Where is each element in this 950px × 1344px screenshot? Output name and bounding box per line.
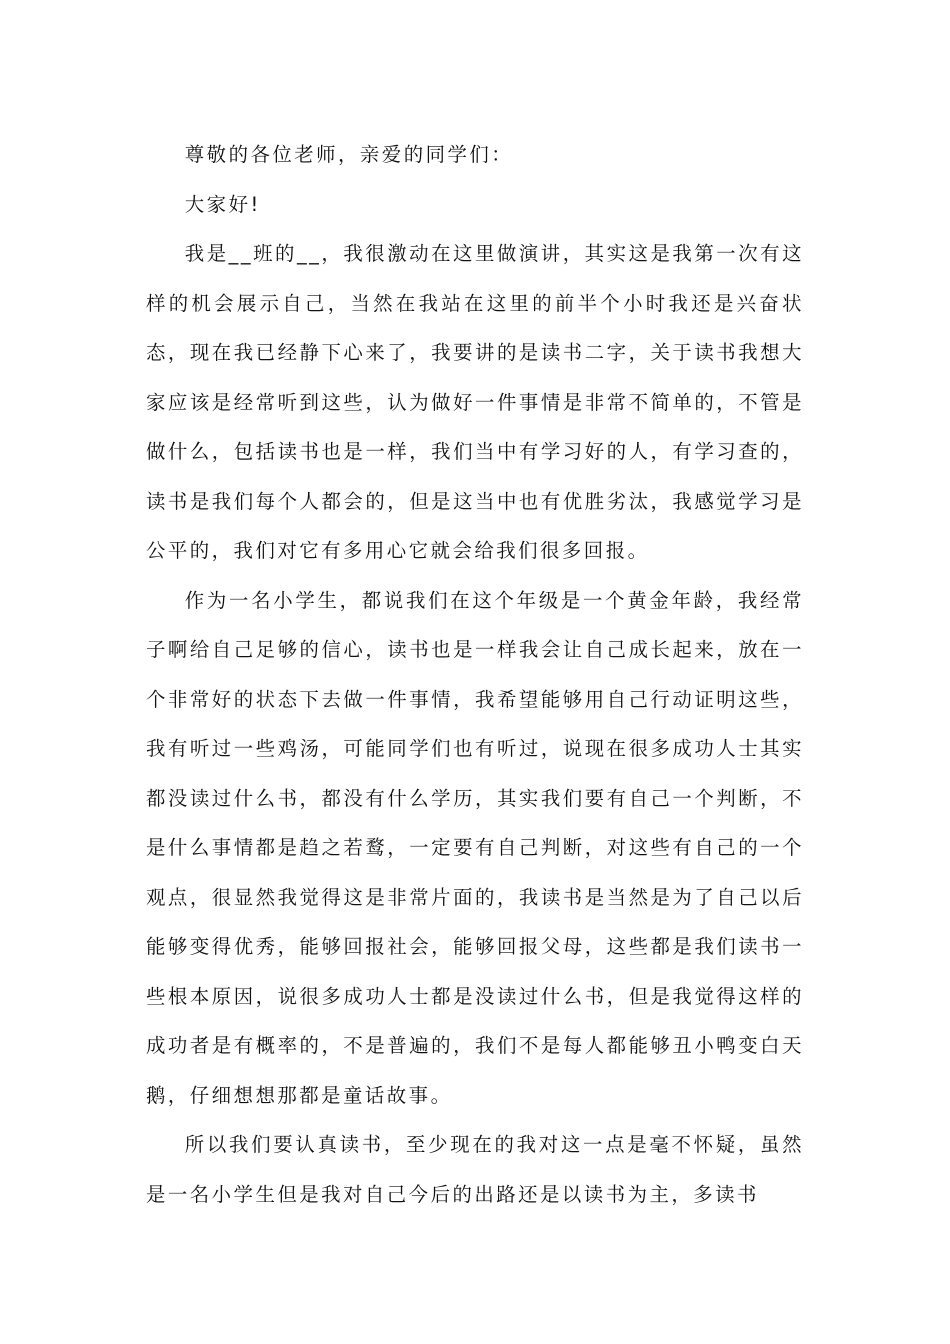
speech-body <box>146 130 804 1219</box>
paragraph-body: 作为一名小学生，都说我们在这个年级是一个黄金年龄，我经常子啊给自己足够的信心，读书也是一样我会让自己成长起来，放在一个非常好的状态下去做一件事情，我希望能够用自己行动证明这些，我有听过一些鸡汤，可能同学们也有听过，说现在很多成功人士其实都没读过什么书，都没有什么学历，其实我们要有自己一个判断，不是什么事情都是趋之若鹜，一定要有自己判断，对这些有自己的一个观点，很显然我觉得这是非常片面的，我读书是当然是为了自己以后能够变得优秀，能够回报社会，能够回报父母，这些都是我们读书一些根本原因，说很多成功人士都是没读过什么书，但是我觉得这样的成功者是有概率的，不是普遍的，我们不是每人都能够丑小鸭变白天鹅，仔细想想那都是童话故事。 <box>146 588 804 1107</box>
salutation: 尊敬的各位老师，亲爱的同学们： <box>184 143 514 166</box>
paragraph-conclusion: 所以我们要认真读书，至少现在的我对这一点是毫不怀疑，虽然是一名小学生但是我对自己今后的出路还是以读书为主，多读书 <box>146 1133 804 1206</box>
greeting: 大家好! <box>184 192 261 216</box>
paragraph-intro: 我是__班的__，我很激动在这里做演讲，其实这是我第一次有这样的机会展示自己，当然在我站在这里的前半个小时我还是兴奋状态，现在我已经静下心来了，我要讲的是读书二字，关于读书我想大家应该是经常听到这些，认为做好一件事情是非常不简单的，不管是做什么，包括读书也是一样，我们当中有学习好的人，有学习查的，读书是我们每个人都会的，但是这当中也有优胜劣汰，我感觉学习是公平的，我们对它有多用心它就会给我们很多回报。 <box>146 242 804 562</box>
